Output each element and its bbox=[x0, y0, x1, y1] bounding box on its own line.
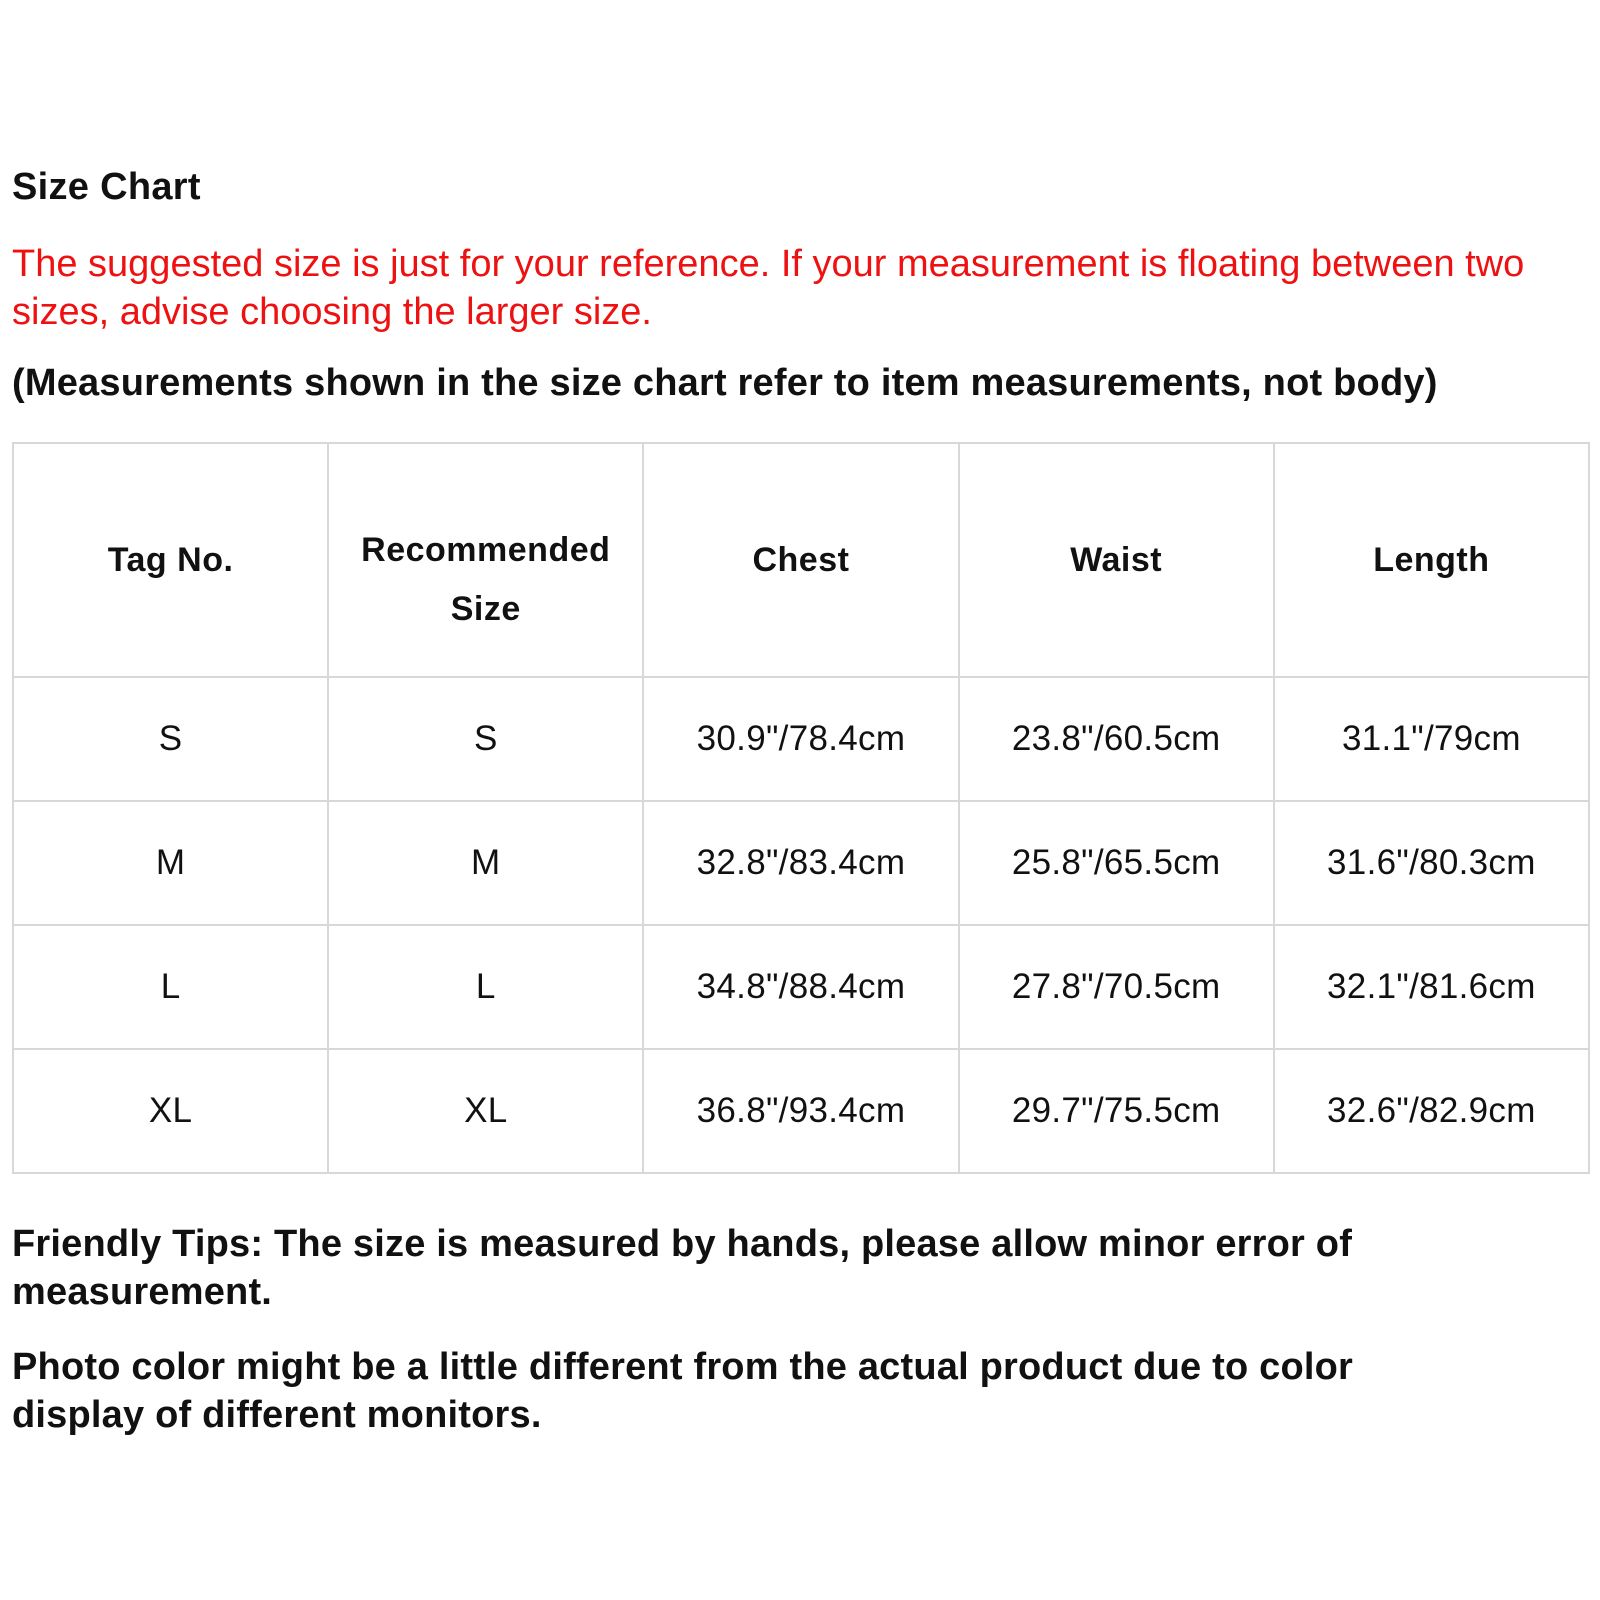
cell-length: 31.1"/79cm bbox=[1274, 677, 1589, 801]
cell-chest: 30.9"/78.4cm bbox=[643, 677, 958, 801]
header-tag-no: Tag No. bbox=[13, 443, 328, 677]
measurement-note: (Measurements shown in the size chart refer to item measurements, not body) bbox=[12, 362, 1438, 404]
page-title: Size Chart bbox=[12, 166, 201, 208]
size-table bbox=[12, 442, 1590, 1174]
photo-color-note: Photo color might be a little different from the actual product due to color display of different monitors. bbox=[12, 1346, 1354, 1436]
table-row bbox=[13, 677, 1589, 801]
cell-tag: L bbox=[13, 925, 328, 1049]
header-length: Length bbox=[1274, 443, 1589, 677]
header-recommended-line1: Recommended bbox=[361, 531, 611, 569]
cell-length: 32.1"/81.6cm bbox=[1274, 925, 1589, 1049]
table-row bbox=[13, 1049, 1589, 1173]
cell-waist: 27.8"/70.5cm bbox=[959, 925, 1274, 1049]
header-chest: Chest bbox=[643, 443, 958, 677]
cell-size: M bbox=[328, 801, 643, 925]
friendly-tips: Friendly Tips: The size is measured by hands, please allow minor error of measurement. bbox=[12, 1223, 1353, 1313]
header-recommended-size bbox=[328, 443, 643, 677]
table-row bbox=[13, 925, 1589, 1049]
cell-chest: 36.8"/93.4cm bbox=[643, 1049, 958, 1173]
cell-waist: 25.8"/65.5cm bbox=[959, 801, 1274, 925]
size-advice-notice: The suggested size is just for your reference. If your measurement is floating between two sizes, advise choosing the larger size. bbox=[12, 243, 1525, 333]
cell-size: S bbox=[328, 677, 643, 801]
table-header-row bbox=[13, 443, 1589, 677]
cell-tag: M bbox=[13, 801, 328, 925]
table-row bbox=[13, 801, 1589, 925]
cell-length: 32.6"/82.9cm bbox=[1274, 1049, 1589, 1173]
header-waist: Waist bbox=[959, 443, 1274, 677]
cell-chest: 32.8"/83.4cm bbox=[643, 801, 958, 925]
header-recommended-line2: Size bbox=[450, 590, 521, 628]
cell-chest: 34.8"/88.4cm bbox=[643, 925, 958, 1049]
cell-tag: XL bbox=[13, 1049, 328, 1173]
cell-length: 31.6"/80.3cm bbox=[1274, 801, 1589, 925]
cell-size: XL bbox=[328, 1049, 643, 1173]
cell-waist: 29.7"/75.5cm bbox=[959, 1049, 1274, 1173]
cell-tag: S bbox=[13, 677, 328, 801]
cell-waist: 23.8"/60.5cm bbox=[959, 677, 1274, 801]
cell-size: L bbox=[328, 925, 643, 1049]
